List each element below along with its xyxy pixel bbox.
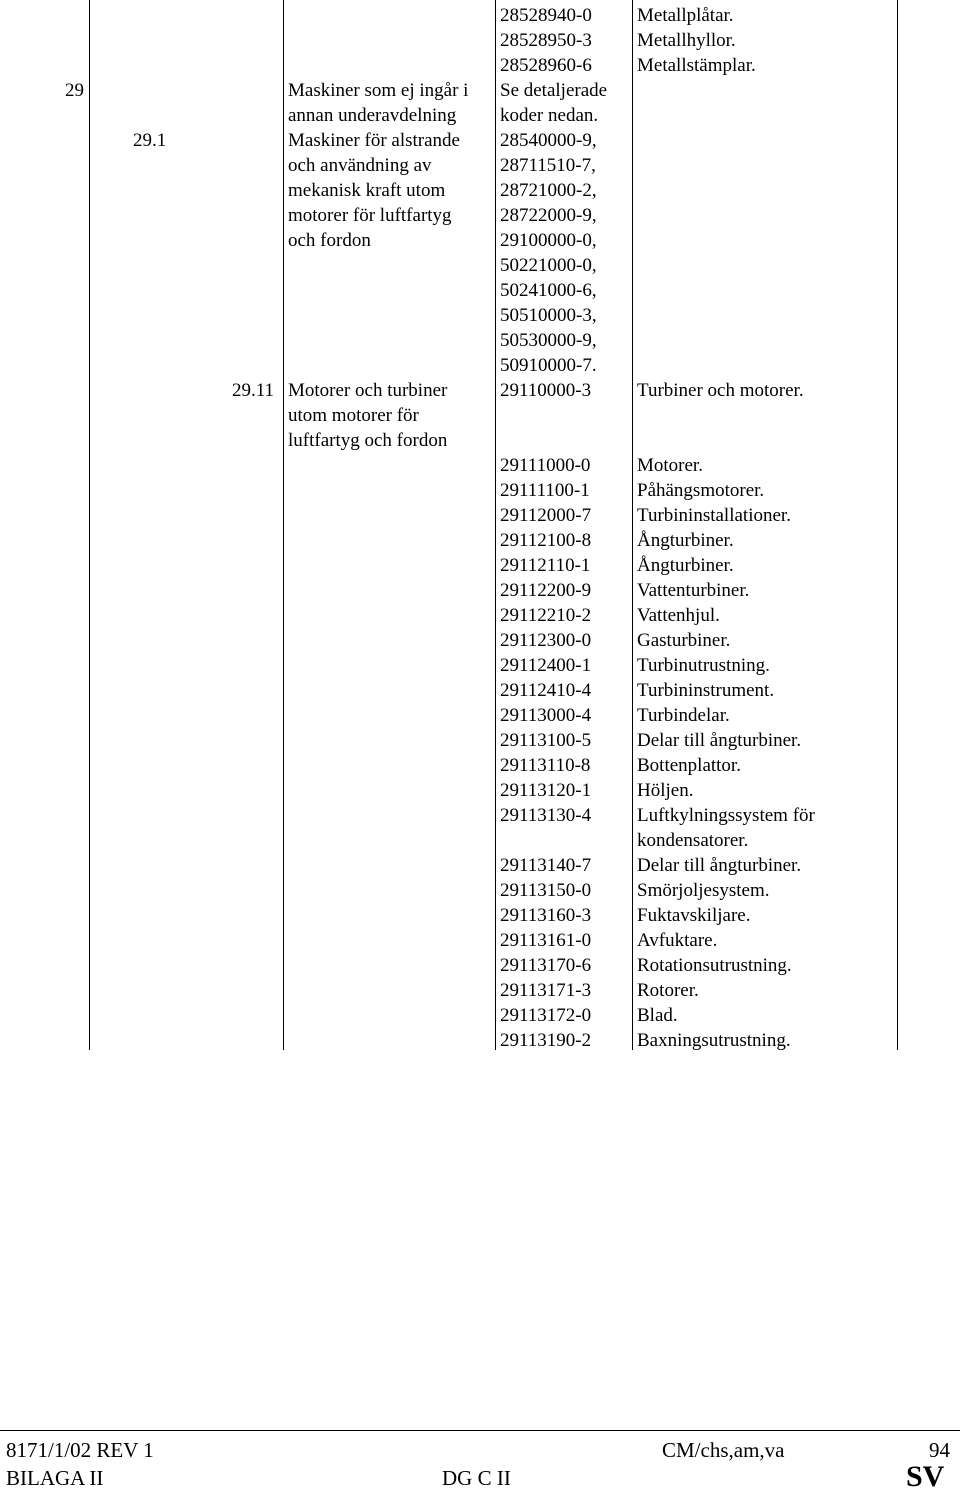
code-cell: 29112300-0: [500, 630, 592, 651]
description-cell: Metallplåtar.: [637, 5, 734, 26]
code-cell: 29112200-9: [500, 580, 592, 601]
code-cell: 29113161-0: [500, 930, 592, 951]
code-cell: 29111100-1: [500, 480, 590, 501]
code-cell: 29113171-3: [500, 980, 592, 1001]
description-cell: Påhängsmotorer.: [637, 480, 765, 501]
section-title: och användning av: [288, 155, 432, 176]
code-cell: 50241000-6,: [500, 280, 597, 301]
code-cell: 28528940-0: [500, 5, 592, 26]
description-cell: Gasturbiner.: [637, 630, 731, 651]
footer-rule: [0, 1430, 960, 1431]
description-cell: Rotationsutrustning.: [637, 955, 792, 976]
description-cell: Turbinutrustning.: [637, 655, 770, 676]
document-reference: 8171/1/02 REV 1: [6, 1438, 154, 1462]
section-title: mekanisk kraft utom: [288, 180, 446, 201]
code-cell: 50530000-9,: [500, 330, 597, 351]
code-cell: 29111000-0: [500, 455, 591, 476]
section-title: utom motorer för: [288, 405, 419, 426]
code-cell: 29113150-0: [500, 880, 592, 901]
description-cell: Metallstämplar.: [637, 55, 756, 76]
description-cell: Smörjoljesystem.: [637, 880, 770, 901]
code-cell: 29113100-5: [500, 730, 592, 751]
code-cell: 50910000-7.: [500, 355, 597, 376]
section-number: 29: [65, 80, 84, 101]
code-cell: 29112100-8: [500, 530, 592, 551]
section-title: Motorer och turbiner: [288, 380, 448, 401]
description-cell: Metallhyllor.: [637, 30, 736, 51]
description-cell: Blad.: [637, 1005, 678, 1026]
code-cell: 29113172-0: [500, 1005, 592, 1026]
code-note: Se detaljerade: [500, 80, 608, 101]
code-cell: 29113190-2: [500, 1030, 592, 1051]
code-cell: 29112410-4: [500, 680, 592, 701]
table-rule: [89, 0, 90, 1050]
section-number: 29.11: [232, 380, 275, 401]
code-cell: 29113130-4: [500, 805, 592, 826]
section-title: Maskiner för alstrande: [288, 130, 460, 151]
description-cell: Baxningsutrustning.: [637, 1030, 791, 1051]
description-cell: Vattenturbiner.: [637, 580, 750, 601]
table-rule: [632, 0, 633, 1050]
description-cell: Motorer.: [637, 455, 703, 476]
code-cell: 29113170-6: [500, 955, 592, 976]
code-cell: 29113000-4: [500, 705, 592, 726]
code-cell: 28528960-6: [500, 55, 592, 76]
code-cell: 50510000-3,: [500, 305, 597, 326]
description-cell: Avfuktare.: [637, 930, 718, 951]
code-note: koder nedan.: [500, 105, 599, 126]
code-cell: 28528950-3: [500, 30, 592, 51]
section-title: Maskiner som ej ingår i: [288, 80, 469, 101]
description-cell: Turbiner och motorer.: [637, 380, 804, 401]
code-cell: 29112400-1: [500, 655, 592, 676]
description-cell: Höljen.: [637, 780, 694, 801]
code-cell: 29113110-8: [500, 755, 591, 776]
description-cell: Vattenhjul.: [637, 605, 720, 626]
description-cell: Ångturbiner.: [637, 555, 734, 576]
description-cell: Fuktavskiljare.: [637, 905, 751, 926]
description-cell: Bottenplattor.: [637, 755, 741, 776]
description-cell: Rotorer.: [637, 980, 699, 1001]
description-cell: Ångturbiner.: [637, 530, 734, 551]
section-title: luftfartyg och fordon: [288, 430, 448, 451]
table-rule: [495, 0, 496, 1050]
code-cell: 29112000-7: [500, 505, 592, 526]
description-cell: kondensatorer.: [637, 830, 749, 851]
section-number: 29.1: [133, 130, 167, 151]
description-cell: Delar till ångturbiner.: [637, 855, 802, 876]
author-initials: CM/chs,am,va: [662, 1438, 785, 1462]
language-code: SV: [906, 1460, 945, 1493]
description-cell: Turbininstallationer.: [637, 505, 791, 526]
section-title: motorer för luftfartyg: [288, 205, 452, 226]
page-number: 94: [929, 1438, 950, 1462]
code-cell: 29110000-3: [500, 380, 592, 401]
code-cell: 29113140-7: [500, 855, 592, 876]
code-cell: 28711510-7,: [500, 155, 596, 176]
code-cell: 28540000-9,: [500, 130, 597, 151]
description-cell: Luftkylningssystem för: [637, 805, 815, 826]
section-title: och fordon: [288, 230, 371, 251]
table-rule: [283, 0, 284, 1050]
code-cell: 28721000-2,: [500, 180, 597, 201]
code-cell: 29100000-0,: [500, 230, 597, 251]
directorate-label: DG C II: [442, 1466, 511, 1490]
code-cell: 50221000-0,: [500, 255, 597, 276]
annex-label: BILAGA II: [6, 1466, 104, 1490]
code-cell: 29113120-1: [500, 780, 592, 801]
code-cell: 29113160-3: [500, 905, 592, 926]
section-title: annan underavdelning: [288, 105, 457, 126]
description-cell: Delar till ångturbiner.: [637, 730, 802, 751]
code-cell: 28722000-9,: [500, 205, 597, 226]
code-cell: 29112110-1: [500, 555, 591, 576]
code-cell: 29112210-2: [500, 605, 592, 626]
description-cell: Turbininstrument.: [637, 680, 775, 701]
description-cell: Turbindelar.: [637, 705, 730, 726]
table-rule: [897, 0, 898, 1050]
